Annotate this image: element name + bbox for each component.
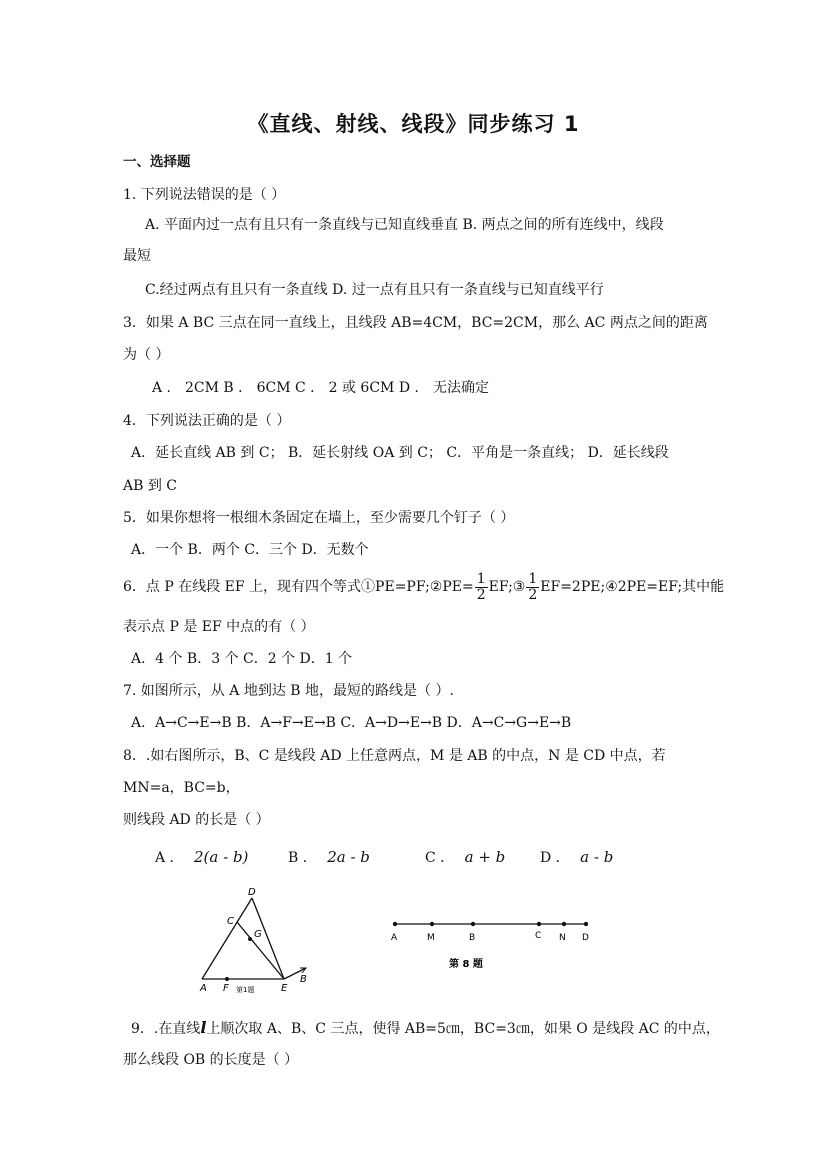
point-g [248,937,252,941]
label-d: D [248,887,256,898]
question-1-options-ab-cont: 最短 [123,248,151,264]
point-b [471,922,475,926]
label-b: B [469,933,476,943]
option-d-label: D ． [540,850,570,866]
question-6-part-3: EF=2PE;④2PE=EF;其中能 [540,579,725,595]
question-8-stem-cont-2: 则线段 AD 的长是（ ） [123,812,270,828]
question-1-options-cd: C.经过两点有且只有一条直线 D. 过一点有且只有一条直线与已知直线平行 [145,282,604,298]
section-heading: 一、选择题 [123,154,191,170]
question-6-part-2: EF;③ [488,579,526,595]
edge-ad [202,898,252,979]
question-5-options: A．一个 B．两个 C．三个 D．无数个 [131,542,369,558]
point-n [562,922,566,926]
option-a-label: A ． [155,850,184,866]
label-c: C [227,916,234,927]
option-c-expression: a + b [464,848,506,866]
question-7-stem: 7. 如图所示，从 A 地到达 B 地，最短的路线是（ ）. [123,683,454,699]
question-6-part-1: 6．点 P 在线段 EF 上，现有四个等式①PE=PF;②PE= [123,579,474,595]
label-f: F [223,983,229,994]
option-a-expression: 2(a - b) [194,848,249,866]
option-b-expression: 2a - b [327,848,370,866]
question-1-options-ab: A. 平面内过一点有且只有一条直线与已知直线垂直 B. 两点之间的所有连线中，线段 [145,217,664,233]
question-4-options-cont: AB 到 C [123,478,178,494]
question-7-options: A．A→C→E→B B．A→F→E→B C．A→D→E→B D．A→C→G→E→B [131,715,572,731]
figure-1-caption: 第1题 [236,986,255,994]
option-c-label: C ． [425,850,455,866]
question-5-stem: 5．如果你想将一根细木条固定在墙上，至少需要几个钉子（ ） [123,510,515,526]
question-8-stem-cont: MN=a，BC=b， [123,780,240,796]
fraction-numerator: 1 [476,570,486,587]
label-a: A [200,983,207,994]
figure-8-caption: 第 8 题 [449,959,483,970]
question-9-part-2: 上顺次取 A、B、C 三点，使得 AB=5㎝，BC=3㎝，如果 O 是线段 AC 的中点， [206,1021,720,1037]
fraction-half [475,572,488,603]
question-3-options: A ． 2CM B ． 6CM C ． 2 或 6CM D ． 无法确定 [152,380,489,396]
point-d [584,922,588,926]
label-a: A [391,933,398,943]
question-6-stem [123,570,724,604]
point-a [393,922,397,926]
question-6-stem-cont: 表示点 P 是 EF 中点的有（ ） [123,619,315,635]
line-name: l [200,1018,207,1037]
question-8-option-d [540,847,613,868]
point-c [537,922,541,926]
fraction-denominator: 2 [528,586,538,603]
question-6-options: A．4 个 B．3 个 C．2 个 D．1 个 [131,651,353,667]
question-1-stem: 1. 下列说法错误的是（ ） [123,187,286,203]
label-e: E [281,983,288,994]
question-4-options: A．延长直线 AB 到 C； B．延长射线 OA 到 C； C．平角是一条直线； D．延长线段 [131,445,669,461]
question-3-stem: 3．如果 A BC 三点在同一直线上，且线段 AB=4CM，BC=2CM，那么 AC 两点之间的距离 [123,315,708,331]
figure-question-7 [190,882,320,998]
question-8-option-b [288,847,370,868]
fraction-half [526,572,539,603]
option-b-label: B ． [288,850,317,866]
question-4-stem: 4．下列说法正确的是（ ） [123,413,291,429]
figure-question-8 [385,915,600,975]
question-3-stem-cont: 为（ ） [123,347,170,363]
question-8-option-a [155,847,248,868]
label-c: C [535,931,542,941]
label-m: M [427,933,435,943]
point-m [430,922,434,926]
fraction-denominator: 2 [476,586,486,603]
label-g: G [254,929,262,940]
label-b: B [300,974,307,985]
question-9-stem [131,1018,720,1039]
label-n: N [559,933,566,943]
fraction-numerator: 1 [528,570,538,587]
label-d: D [582,933,589,943]
option-d-expression: a - b [580,848,614,866]
point-f [225,977,229,981]
question-9-stem-cont: 那么线段 OB 的长度是（ ） [123,1052,299,1068]
question-8-option-c [425,847,505,868]
question-8-stem: 8．.如右图所示，B、C 是线段 AD 上任意两点，M 是 AB 的中点，N 是 CD 中点，若 [123,748,666,764]
question-9-part-1: 9．.在直线 [131,1021,201,1037]
page-title: 《直线、射线、线段》同步练习 1 [247,112,580,136]
